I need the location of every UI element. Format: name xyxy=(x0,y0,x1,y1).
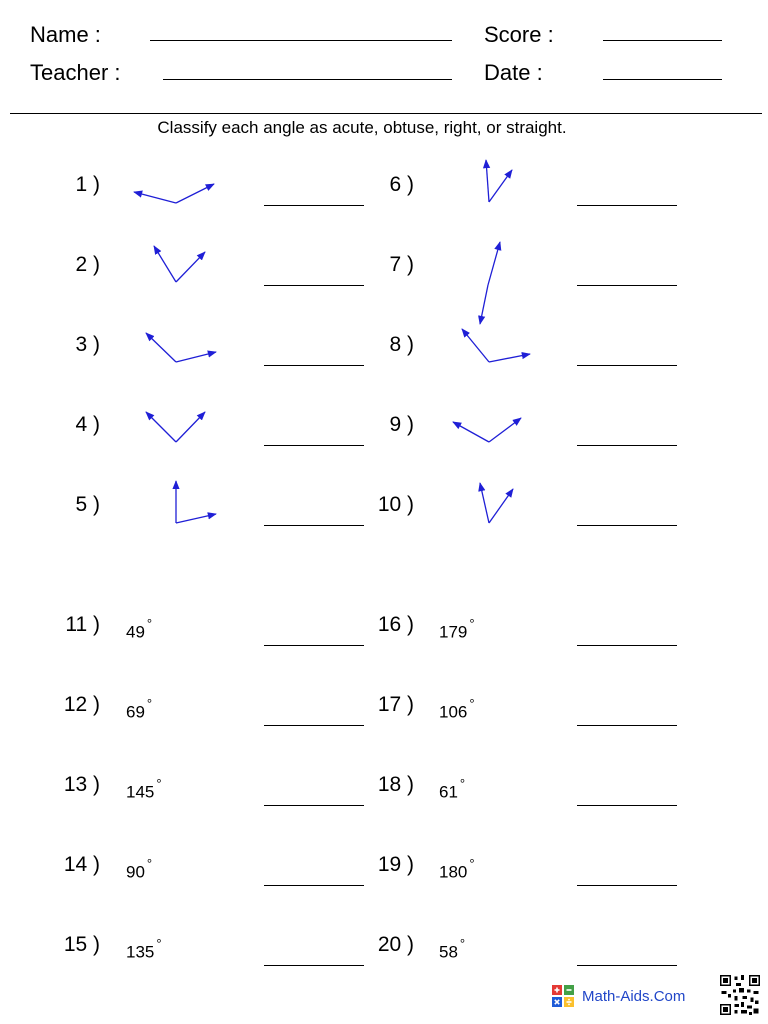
brand-name[interactable]: Math-Aids.Com xyxy=(582,987,686,1005)
angle-figure-5 xyxy=(176,481,216,523)
teacher-label: Teacher : xyxy=(30,60,121,85)
problem-number: 4 ) xyxy=(75,413,100,436)
problem-number: 17 ) xyxy=(377,693,414,716)
problem-number: 7 ) xyxy=(389,253,414,276)
name-label: Name : xyxy=(30,22,101,47)
problem-number: 20 ) xyxy=(377,933,414,956)
angle-measure: 145 ° xyxy=(126,776,162,802)
answer-blank[interactable] xyxy=(264,365,364,366)
angle-figure-2 xyxy=(154,246,205,282)
problem-number: 10 ) xyxy=(377,493,414,516)
answer-blank[interactable] xyxy=(577,885,677,886)
score-label: Score : xyxy=(484,22,554,47)
answer-blank[interactable] xyxy=(577,645,677,646)
problem-number: 2 ) xyxy=(75,253,100,276)
answer-blank[interactable] xyxy=(577,285,677,286)
answer-blank[interactable] xyxy=(264,645,364,646)
answer-blank[interactable] xyxy=(577,205,677,206)
answer-blank[interactable] xyxy=(264,445,364,446)
problem-number: 5 ) xyxy=(75,493,100,516)
problem-number: 8 ) xyxy=(389,333,414,356)
qr-code-icon xyxy=(720,975,760,1015)
problem-number: 1 ) xyxy=(75,173,100,196)
date-field[interactable] xyxy=(603,79,722,80)
answer-blank[interactable] xyxy=(264,965,364,966)
angle-measure: 180 ° xyxy=(439,856,475,882)
angle-figure-4 xyxy=(146,412,205,442)
problem-number: 19 ) xyxy=(377,853,414,876)
instructions: Classify each angle as acute, obtuse, right, or straight. xyxy=(157,118,567,137)
problem-number: 16 ) xyxy=(377,613,414,636)
angle-measure: 58 ° xyxy=(439,936,466,962)
problem-number: 12 ) xyxy=(63,693,100,716)
angle-measure: 49 ° xyxy=(126,616,153,642)
problem-number: 11 ) xyxy=(65,613,100,636)
problem-number: 14 ) xyxy=(63,853,100,876)
angle-figure-7 xyxy=(480,242,500,324)
problem-number: 13 ) xyxy=(63,773,100,796)
problem-number: 18 ) xyxy=(377,773,414,796)
answer-blank[interactable] xyxy=(264,205,364,206)
angle-figure-8 xyxy=(462,329,530,362)
angle-figure-1 xyxy=(134,184,214,203)
problem-number: 6 ) xyxy=(389,173,414,196)
angle-figure-10 xyxy=(480,483,513,523)
problem-number: 3 ) xyxy=(75,333,100,356)
problem-number: 15 ) xyxy=(63,933,100,956)
angle-measure: 135 ° xyxy=(126,936,162,962)
answer-blank[interactable] xyxy=(577,365,677,366)
answer-blank[interactable] xyxy=(577,445,677,446)
angle-measure: 90 ° xyxy=(126,856,153,882)
angle-measure: 106 ° xyxy=(439,696,475,722)
date-label: Date : xyxy=(484,60,543,85)
answer-blank[interactable] xyxy=(264,525,364,526)
angle-measure: 69 ° xyxy=(126,696,153,722)
calculator-icon xyxy=(552,985,574,1007)
score-field[interactable] xyxy=(603,40,722,41)
angle-measure: 61 ° xyxy=(439,776,466,802)
problem-number: 9 ) xyxy=(389,413,414,436)
teacher-field[interactable] xyxy=(163,79,452,80)
answer-blank[interactable] xyxy=(264,285,364,286)
answer-blank[interactable] xyxy=(264,805,364,806)
name-field[interactable] xyxy=(150,40,452,41)
answer-blank[interactable] xyxy=(577,525,677,526)
angle-measure: 179 ° xyxy=(439,616,475,642)
angle-figure-9 xyxy=(453,418,521,442)
answer-blank[interactable] xyxy=(577,725,677,726)
brand-logo[interactable] xyxy=(552,985,685,1007)
answer-blank[interactable] xyxy=(577,805,677,806)
answer-blank[interactable] xyxy=(264,725,364,726)
answer-blank[interactable] xyxy=(577,965,677,966)
angle-figure-3 xyxy=(146,333,216,362)
header-divider xyxy=(10,113,762,114)
answer-blank[interactable] xyxy=(264,885,364,886)
angle-figure-6 xyxy=(486,160,512,202)
